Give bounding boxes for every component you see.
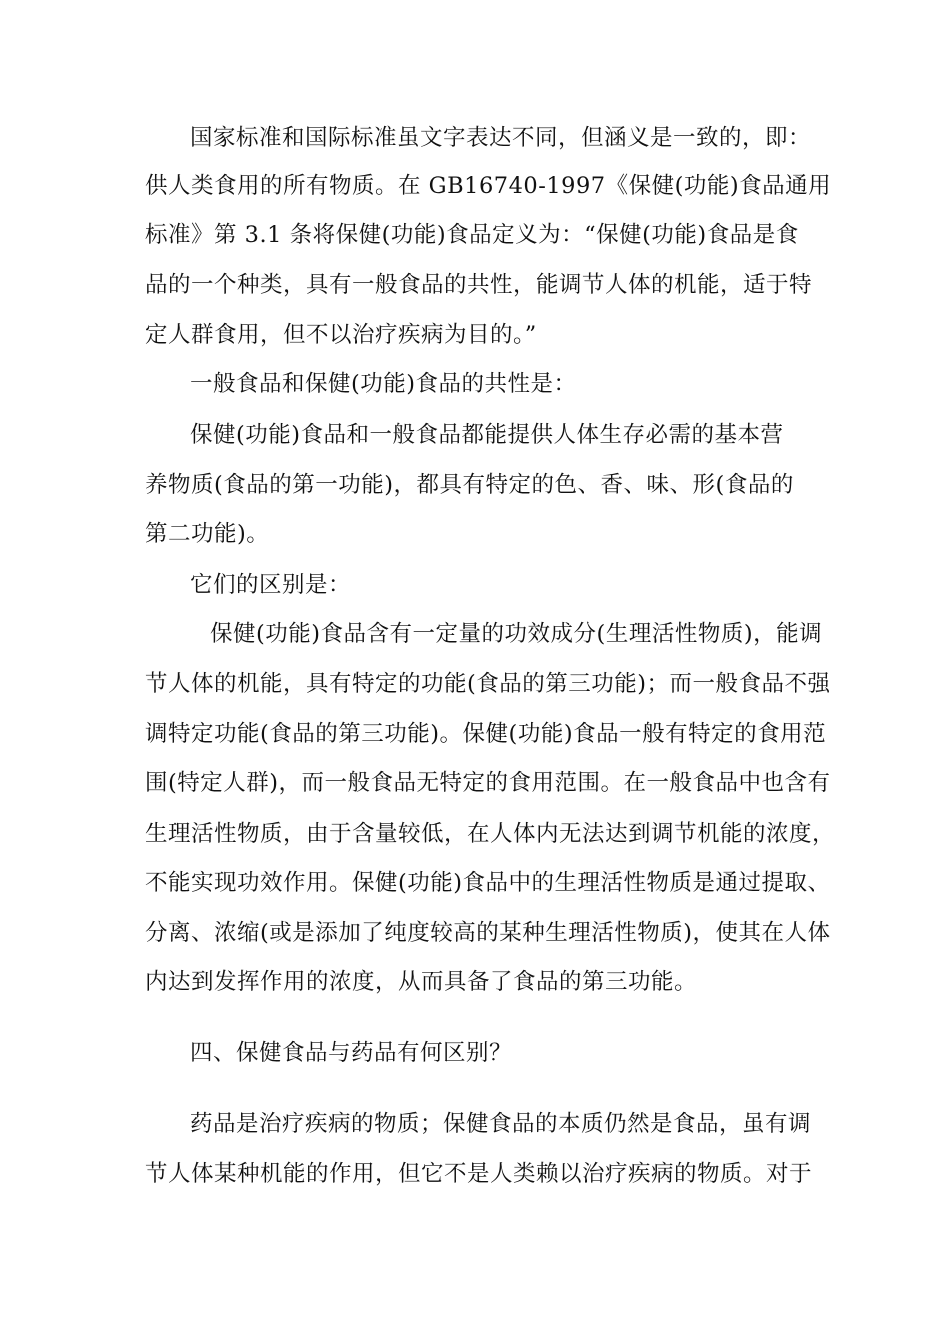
text-line: 保健(功能)食品和一般食品都能提供人体生存必需的基本营: [190, 422, 784, 448]
text-line: 养物质(食品的第一功能)，都具有特定的色、香、味、形(食品的: [145, 472, 794, 498]
text-line: 节人体的机能，具有特定的功能(食品的第三功能)；而一般食品不强: [145, 671, 831, 697]
text-line: 调特定功能(食品的第三功能)。保健(功能)食品一般有特定的食用范: [145, 721, 827, 747]
text-line: 品的一个种类，具有一般食品的共性，能调节人体的机能，适于特: [145, 272, 813, 298]
text-line: 标准》第 3.1 条将保健(功能)食品定义为：“保健(功能)食品是食: [145, 222, 799, 248]
text-line: 节人体某种机能的作用，但它不是人类赖以治疗疾病的物质。对于: [145, 1161, 813, 1187]
text-line: 第二功能)。: [145, 521, 270, 547]
text-line: 围(特定人群)，而一般食品无特定的食用范围。在一般食品中也含有: [145, 770, 831, 796]
text-line: 一般食品和保健(功能)食品的共性是：: [190, 371, 577, 397]
text-line: 国家标准和国际标准虽文字表达不同，但涵义是一致的，即：: [190, 125, 812, 151]
text-line: 生理活性物质，由于含量较低，在人体内无法达到调节机能的浓度，: [145, 821, 836, 847]
text-line: 它们的区别是：: [190, 572, 352, 598]
text-line: 定人群食用，但不以治疗疾病为目的。”: [145, 322, 537, 348]
text-line: 保健(功能)食品含有一定量的功效成分(生理活性物质)，能调: [210, 621, 823, 647]
text-line: 分离、浓缩(或是添加了纯度较高的某种生理活性物质)，使其在人体: [145, 920, 831, 946]
text-line: 供人类食用的所有物质。在 GB16740-1997《保健(功能)食品通用: [145, 173, 832, 199]
section-heading: 四、保健食品与药品有何区别？: [190, 1040, 513, 1066]
text-line: 不能实现功效作用。保健(功能)食品中的生理活性物质是通过提取、: [145, 870, 831, 896]
text-line: 药品是治疗疾病的物质；保健食品的本质仍然是食品，虽有调: [190, 1111, 812, 1137]
text-line: 内达到发挥作用的浓度，从而具备了食品的第三功能。: [145, 969, 698, 995]
